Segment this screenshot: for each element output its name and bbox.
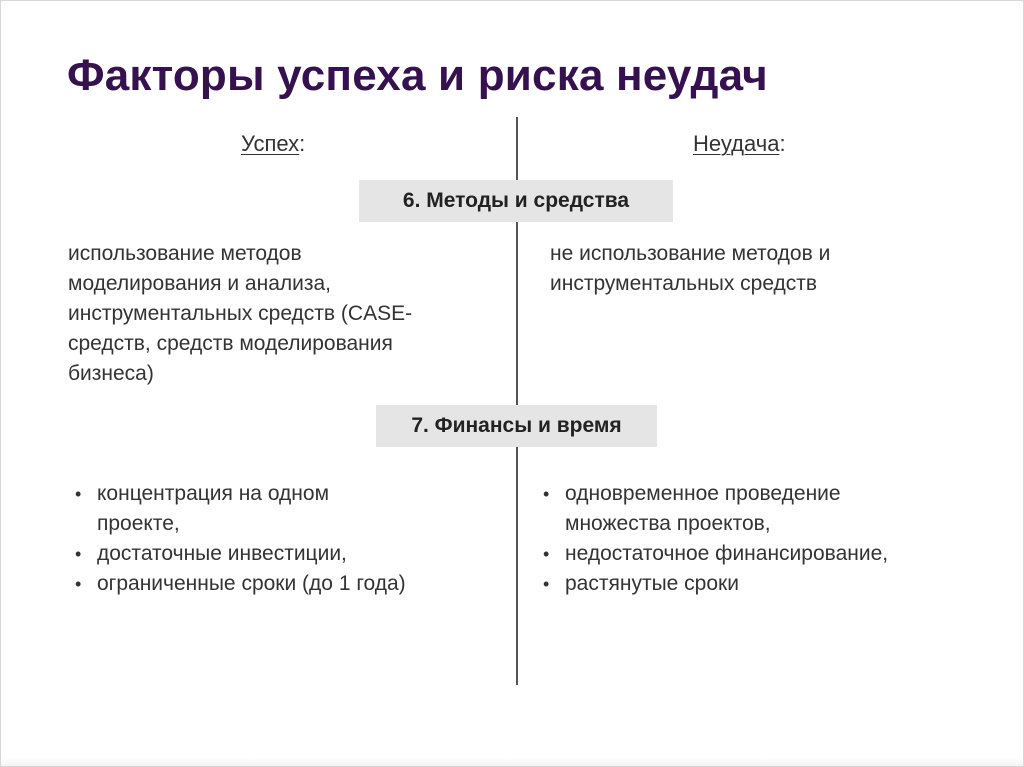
- list-item-line: • ограниченные сроки (до 1 года): [97, 572, 406, 595]
- list-item-line: множества проектов,: [565, 512, 771, 535]
- success-label-text: Успех: [241, 131, 300, 156]
- failure-column-label: [693, 129, 786, 159]
- methods-failure-text: [550, 239, 960, 299]
- failure-label-text: Неудача: [693, 131, 780, 156]
- list-item: [74, 569, 494, 599]
- text-line: моделирования и анализа,: [68, 272, 332, 295]
- failure-label-colon: :: [779, 131, 786, 156]
- list-item-line: • одновременное проведение: [565, 482, 841, 505]
- text-line: не использование методов и: [550, 242, 831, 265]
- list-item: [542, 569, 982, 599]
- finance-failure-list: [542, 479, 982, 599]
- section-finance-heading: 7. Финансы и время: [376, 405, 657, 447]
- list-item: [542, 479, 982, 539]
- list-item-line: • растянутые сроки: [565, 572, 739, 595]
- success-label-colon: :: [299, 131, 306, 156]
- section-methods-heading: 6. Методы и средства: [359, 180, 673, 222]
- text-line: использование методов: [68, 242, 302, 265]
- list-item: [74, 479, 494, 539]
- list-item-line: • концентрация на одном: [97, 482, 330, 505]
- list-item-line: • достаточные инвестиции,: [97, 542, 347, 565]
- list-item: [74, 539, 494, 569]
- slide-title: Факторы успеха и риска неудач: [67, 51, 768, 100]
- text-line: бизнеса): [68, 362, 154, 385]
- finance-success-list: [74, 479, 494, 599]
- list-item-line: проекте,: [97, 512, 180, 535]
- methods-success-text: [68, 239, 498, 389]
- list-item: [542, 539, 982, 569]
- text-line: инструментальных средств (CASE-: [68, 302, 413, 325]
- list-item-line: • недостаточное финансирование,: [565, 542, 889, 565]
- success-column-label: [241, 129, 305, 159]
- text-line: средств, средств моделирования: [68, 332, 393, 355]
- slide-bottom-shadow: [1, 758, 1024, 766]
- text-line: инструментальных средств: [550, 272, 818, 295]
